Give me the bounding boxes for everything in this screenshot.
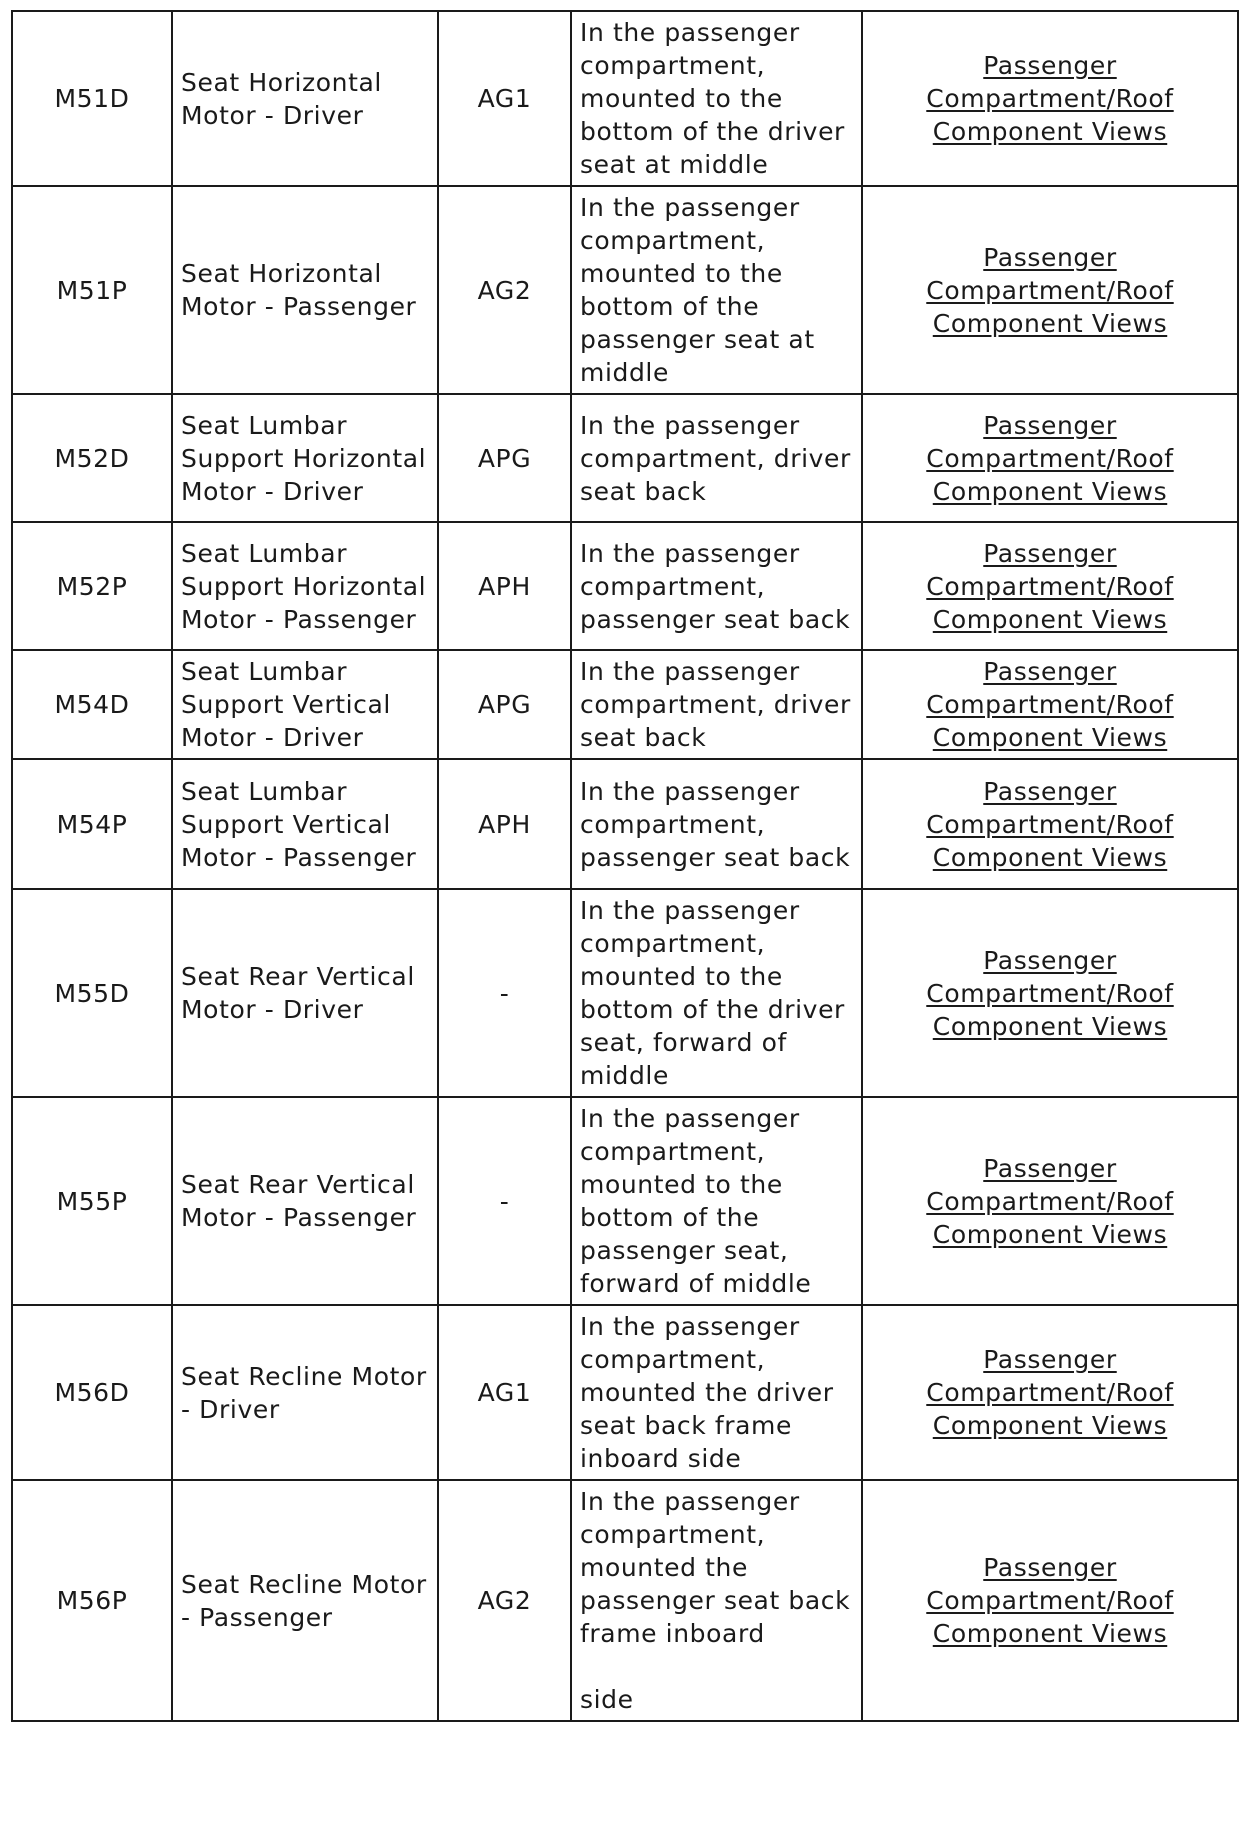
component-code: M52D bbox=[12, 394, 172, 522]
component-name: Seat Recline Motor - Passenger bbox=[172, 1480, 438, 1721]
table-row bbox=[12, 11, 1238, 186]
connector-id: AG1 bbox=[438, 1305, 571, 1480]
component-code: M56D bbox=[12, 1305, 172, 1480]
component-location: In the passenger compartment, passenger seat back bbox=[571, 522, 862, 650]
connector-id: APG bbox=[438, 394, 571, 522]
table-row bbox=[12, 1305, 1238, 1480]
view-cell bbox=[862, 1480, 1238, 1721]
component-location: In the passenger compartment, driver seat back bbox=[571, 394, 862, 522]
view-cell bbox=[862, 1305, 1238, 1480]
component-location: In the passenger compartment, mounted the driver seat back frame inboard side bbox=[571, 1305, 862, 1480]
component-name: Seat Recline Motor - Driver bbox=[172, 1305, 438, 1480]
view-link[interactable]: Passenger Compartment/Roof Component Views bbox=[926, 538, 1174, 634]
component-code: M51D bbox=[12, 11, 172, 186]
connector-id: AG2 bbox=[438, 186, 571, 394]
view-link[interactable]: Passenger Compartment/Roof Component Views bbox=[926, 776, 1174, 872]
component-location: In the passenger compartment, mounted to the bottom of the passenger seat, forward of middle bbox=[571, 1097, 862, 1305]
table-row bbox=[12, 1480, 1238, 1721]
view-cell bbox=[862, 759, 1238, 889]
component-name: Seat Lumbar Support Vertical Motor - Driver bbox=[172, 650, 438, 759]
connector-id: AG1 bbox=[438, 11, 571, 186]
component-name: Seat Lumbar Support Horizontal Motor - Passenger bbox=[172, 522, 438, 650]
table-row bbox=[12, 1097, 1238, 1305]
component-code: M54P bbox=[12, 759, 172, 889]
view-link[interactable]: Passenger Compartment/Roof Component Views bbox=[926, 1553, 1174, 1648]
view-link[interactable]: Passenger Compartment/Roof Component Views bbox=[926, 51, 1174, 146]
component-location: In the passenger compartment, mounted the passenger seat back frame inboard side bbox=[571, 1480, 862, 1721]
component-locator-table bbox=[11, 10, 1239, 1722]
view-link[interactable]: Passenger Compartment/Roof Component Views bbox=[926, 1153, 1174, 1249]
view-cell bbox=[862, 1097, 1238, 1305]
view-cell bbox=[862, 889, 1238, 1097]
connector-id: AG2 bbox=[438, 1480, 571, 1721]
component-name: Seat Horizontal Motor - Driver bbox=[172, 11, 438, 186]
view-link[interactable]: Passenger Compartment/Roof Component Views bbox=[926, 242, 1174, 338]
table-row bbox=[12, 650, 1238, 759]
connector-id: - bbox=[438, 889, 571, 1097]
component-code: M51P bbox=[12, 186, 172, 394]
table-row bbox=[12, 522, 1238, 650]
component-code: M56P bbox=[12, 1480, 172, 1721]
component-location: In the passenger compartment, mounted to the bottom of the driver seat at middle bbox=[571, 11, 862, 186]
component-name: Seat Rear Vertical Motor - Passenger bbox=[172, 1097, 438, 1305]
connector-id: - bbox=[438, 1097, 571, 1305]
component-name: Seat Rear Vertical Motor - Driver bbox=[172, 889, 438, 1097]
view-link[interactable]: Passenger Compartment/Roof Component Views bbox=[926, 657, 1174, 752]
view-cell bbox=[862, 522, 1238, 650]
component-name: Seat Horizontal Motor - Passenger bbox=[172, 186, 438, 394]
table-row bbox=[12, 889, 1238, 1097]
table-row bbox=[12, 186, 1238, 394]
view-link[interactable]: Passenger Compartment/Roof Component Views bbox=[926, 1345, 1174, 1440]
table-row bbox=[12, 759, 1238, 889]
view-link[interactable]: Passenger Compartment/Roof Component Views bbox=[926, 945, 1174, 1041]
table-row bbox=[12, 394, 1238, 522]
connector-id: APH bbox=[438, 759, 571, 889]
component-code: M55P bbox=[12, 1097, 172, 1305]
view-cell bbox=[862, 11, 1238, 186]
component-location: In the passenger compartment, mounted to the bottom of the passenger seat at middle bbox=[571, 186, 862, 394]
view-link[interactable]: Passenger Compartment/Roof Component Views bbox=[926, 410, 1174, 506]
connector-id: APG bbox=[438, 650, 571, 759]
component-location: In the passenger compartment, driver seat back bbox=[571, 650, 862, 759]
component-code: M54D bbox=[12, 650, 172, 759]
component-name: Seat Lumbar Support Vertical Motor - Passenger bbox=[172, 759, 438, 889]
view-cell bbox=[862, 394, 1238, 522]
view-cell bbox=[862, 186, 1238, 394]
view-cell bbox=[862, 650, 1238, 759]
component-code: M55D bbox=[12, 889, 172, 1097]
connector-id: APH bbox=[438, 522, 571, 650]
component-name: Seat Lumbar Support Horizontal Motor - Driver bbox=[172, 394, 438, 522]
component-location: In the passenger compartment, passenger seat back bbox=[571, 759, 862, 889]
component-location: In the passenger compartment, mounted to the bottom of the driver seat, forward of middle bbox=[571, 889, 862, 1097]
component-code: M52P bbox=[12, 522, 172, 650]
